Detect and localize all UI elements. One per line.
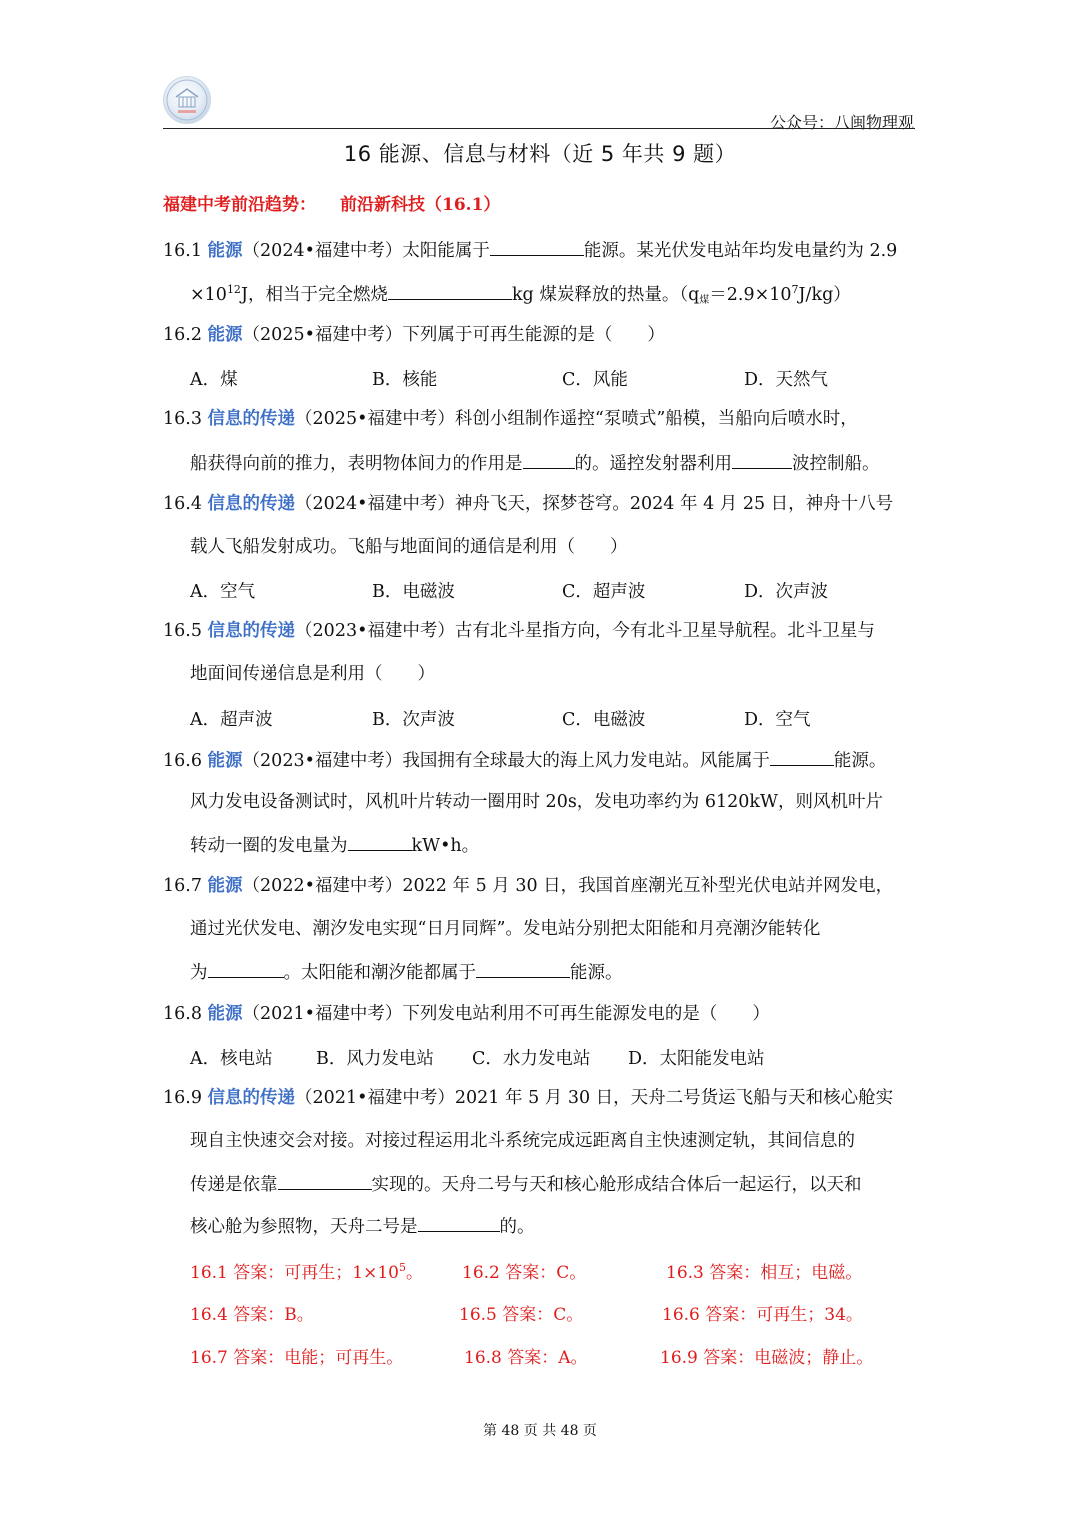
- question-16-7-line-1: [163, 875, 893, 897]
- answer-blank[interactable]: [732, 451, 792, 469]
- question-16-5-line-2: 地面间传递信息是利用（ ）: [190, 664, 435, 684]
- answer-16-6: 16.6 答案：可再生；34。: [662, 1305, 863, 1325]
- answer-16-7: 16.7 答案：电能；可再生。: [190, 1348, 404, 1368]
- question-text: 实现的。天舟二号与天和核心舱形成结合体后一起运行，以天和: [371, 1175, 862, 1195]
- question-text: 为: [190, 963, 208, 983]
- answer-16-2: 16.2 答案：C。: [462, 1263, 587, 1283]
- trend-label: 福建中考前沿趋势：: [163, 195, 316, 215]
- page-number: 第 48 页 共 48 页: [483, 1423, 597, 1439]
- option-c[interactable]: C．风能: [562, 370, 628, 390]
- question-text: 2021 年 5 月 30 日，天舟二号货运飞船与天和核心舱实: [454, 1088, 894, 1108]
- trend-line: [163, 190, 500, 215]
- answer-16-3: 16.3 答案：相互；电磁。: [666, 1263, 863, 1283]
- option-a[interactable]: A．核电站: [190, 1049, 273, 1069]
- question-text: 能源。: [570, 963, 623, 983]
- question-source: （2024•福建中考）: [295, 494, 455, 514]
- question-source: （2024•福建中考）: [242, 241, 403, 261]
- option-c[interactable]: C．电磁波: [562, 710, 646, 730]
- question-text: 波控制船。: [792, 454, 880, 474]
- page-title: 16 能源、信息与材料（近 5 年共 9 题）: [343, 142, 737, 166]
- question-source: （2025•福建中考）: [242, 325, 403, 345]
- question-16-9-line-3: [190, 1172, 862, 1196]
- exponent: 5: [398, 1261, 406, 1274]
- option-d[interactable]: D．空气: [744, 710, 811, 730]
- logo-emblem-icon: [164, 77, 210, 123]
- answer-blank[interactable]: [348, 833, 412, 851]
- question-text: 。太阳能和潮汐能都属于: [283, 963, 476, 983]
- answer-16-8: 16.8 答案：A。: [464, 1348, 588, 1368]
- topic-tag: 能源: [207, 876, 243, 896]
- publisher-logo: [163, 76, 211, 124]
- question-text: 古有北斗星指方向，今有北斗卫星导航程。北斗卫星与: [454, 621, 875, 641]
- question-text: kg 煤炭释放的热量。（q: [511, 285, 700, 305]
- account-name: 公众号：八闽物理观: [769, 113, 914, 132]
- question-16-7-line-3: [190, 960, 623, 984]
- option-b[interactable]: B．核能: [372, 370, 438, 390]
- question-text: J/kg）: [798, 285, 851, 305]
- question-text: 能源。某光伏发电站年均发电量约为 2.9: [583, 241, 898, 261]
- question-number: 16.9: [163, 1088, 202, 1108]
- question-text: 的。: [499, 1217, 535, 1237]
- question-16-2-line-1: [163, 324, 665, 346]
- question-16-9-line-2: 现自主快速交会对接。对接过程运用北斗系统完成远距离自主快速测定轨，其间信息的: [190, 1131, 855, 1151]
- question-16-1-line-2: [190, 282, 851, 306]
- answer-text: 。: [405, 1263, 423, 1283]
- subscript: 煤: [699, 295, 710, 306]
- exponent: 12: [226, 283, 241, 296]
- question-16-6-line-1: [163, 748, 886, 772]
- question-text: 转动一圈的发电量为: [190, 836, 348, 856]
- question-text: 太阳能属于: [402, 241, 490, 261]
- option-d[interactable]: D．太阳能发电站: [628, 1049, 765, 1069]
- question-source: （2021•福建中考）: [295, 1088, 455, 1108]
- option-c[interactable]: C．水力发电站: [472, 1049, 591, 1069]
- question-16-5-line-1: [163, 620, 875, 642]
- question-number: 16.2: [163, 325, 202, 345]
- topic-tag: 能源: [207, 751, 243, 771]
- question-text: 船获得向前的推力，表明物体间力的作用是: [190, 454, 523, 474]
- question-source: （2023•福建中考）: [295, 621, 455, 641]
- option-a[interactable]: A．煤: [190, 370, 238, 390]
- question-16-6-line-3: [190, 833, 479, 857]
- question-16-7-line-2: 通过光伏发电、潮汐发电实现“日月同辉”。发电站分别把太阳能和月亮潮汐能转化: [190, 919, 821, 939]
- option-b[interactable]: B．电磁波: [372, 582, 455, 602]
- trend-value: 前沿新科技（16.1）: [340, 195, 501, 215]
- question-16-3-line-1: [163, 408, 858, 430]
- option-a[interactable]: A．超声波: [190, 710, 273, 730]
- question-16-4-line-2: 载人飞船发射成功。飞船与地面间的通信是利用（ ）: [190, 537, 628, 557]
- question-text: 下列发电站利用不可再生能源发电的是（ ）: [402, 1004, 770, 1024]
- question-source: （2022•福建中考）: [242, 876, 403, 896]
- question-text: kW•h。: [411, 836, 480, 856]
- answer-blank[interactable]: [523, 451, 575, 469]
- exponent: 7: [791, 283, 799, 296]
- answer-blank[interactable]: [208, 960, 284, 978]
- answer-blank[interactable]: [278, 1172, 372, 1190]
- question-number: 16.4: [163, 494, 202, 514]
- topic-tag: 信息的传递: [207, 1088, 296, 1108]
- answer-text: 16.1 答案：可再生；1×10: [190, 1263, 399, 1283]
- answer-blank[interactable]: [476, 960, 570, 978]
- question-number: 16.5: [163, 621, 202, 641]
- question-16-9-line-1: [163, 1087, 893, 1109]
- question-source: （2021•福建中考）: [242, 1004, 403, 1024]
- topic-tag: 信息的传递: [207, 409, 296, 429]
- question-text: 核心舱为参照物，天舟二号是: [190, 1217, 418, 1237]
- question-number: 16.6: [163, 751, 202, 771]
- answer-blank[interactable]: [388, 282, 512, 300]
- question-text: 的。遥控发射器利用: [574, 454, 732, 474]
- question-text: 科创小组制作遥控“泵喷式”船模，当船向后喷水时，: [454, 409, 858, 429]
- question-number: 16.8: [163, 1004, 202, 1024]
- question-text: 我国拥有全球最大的海上风力发电站。风能属于: [402, 751, 770, 771]
- answer-16-1: [190, 1258, 423, 1283]
- question-16-3-line-2: [190, 451, 880, 475]
- option-c[interactable]: C．超声波: [562, 582, 646, 602]
- question-text: J，相当于完全燃烧: [240, 285, 388, 305]
- question-text: 下列属于可再生能源的是（ ）: [402, 325, 665, 345]
- question-16-4-line-1: [163, 493, 893, 515]
- question-16-8-line-1: [163, 1003, 770, 1025]
- topic-tag: 信息的传递: [207, 621, 296, 641]
- question-text: 能源。: [833, 751, 887, 771]
- option-d[interactable]: D．次声波: [744, 582, 829, 602]
- question-text: ＝2.9×10: [709, 285, 792, 305]
- answer-16-5: 16.5 答案：C。: [459, 1305, 584, 1325]
- header-divider: [163, 128, 915, 129]
- answer-16-9: 16.9 答案：电磁波；静止。: [660, 1348, 874, 1368]
- question-source: （2025•福建中考）: [295, 409, 455, 429]
- option-b[interactable]: B．次声波: [372, 710, 455, 730]
- question-text: 神舟飞天，探梦苍穹。2024 年 4 月 25 日，神舟十八号: [454, 494, 894, 514]
- question-16-6-line-2: 风力发电设备测试时，风机叶片转动一圈用时 20s，发电功率约为 6120kW，则风机叶片: [190, 792, 883, 812]
- question-number: 16.7: [163, 876, 202, 896]
- topic-tag: 能源: [207, 325, 243, 345]
- option-a[interactable]: A．空气: [190, 582, 256, 602]
- question-text: 传递是依靠: [190, 1175, 278, 1195]
- question-16-9-line-4: [190, 1214, 535, 1238]
- answer-blank[interactable]: [418, 1214, 500, 1232]
- topic-tag: 能源: [207, 241, 243, 261]
- question-source: （2023•福建中考）: [242, 751, 403, 771]
- question-text: ×10: [190, 285, 227, 305]
- answer-16-4: 16.4 答案：B。: [190, 1305, 314, 1325]
- answer-blank[interactable]: [770, 748, 834, 766]
- topic-tag: 能源: [207, 1004, 243, 1024]
- question-16-1-line-1: [163, 238, 897, 262]
- option-d[interactable]: D．天然气: [744, 370, 829, 390]
- question-number: 16.1: [163, 241, 202, 261]
- question-text: 2022 年 5 月 30 日，我国首座潮光互补型光伏电站并网发电，: [402, 876, 894, 896]
- answer-blank[interactable]: [490, 238, 584, 256]
- topic-tag: 信息的传递: [207, 494, 296, 514]
- option-b[interactable]: B．风力发电站: [316, 1049, 434, 1069]
- question-number: 16.3: [163, 409, 202, 429]
